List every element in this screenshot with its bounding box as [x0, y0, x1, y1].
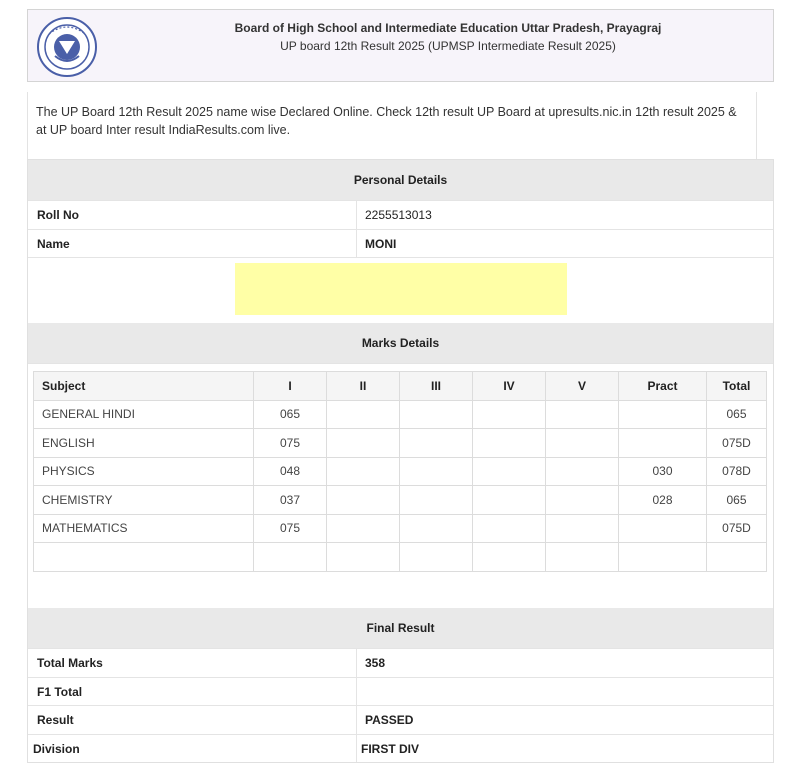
name-label: Name [37, 236, 70, 251]
table-row [34, 514, 767, 543]
pract-cell [619, 429, 707, 458]
board-title: Board of High School and Intermediate Education Uttar Pradesh, Prayagraj [234, 21, 662, 35]
redacted-photo-placeholder [235, 263, 567, 315]
personal-details-heading: Personal Details [28, 160, 773, 200]
col-iii: III [400, 372, 473, 401]
total-cell: 078D [707, 457, 767, 486]
pract-cell: 030 [619, 457, 707, 486]
col-pract: Pract [619, 372, 707, 401]
subject-cell: MATHEMATICS [34, 514, 254, 543]
table-row [34, 457, 767, 486]
mark-cell [546, 429, 619, 458]
mark-cell: 048 [254, 457, 327, 486]
total-marks-row [28, 648, 773, 677]
division-value: FIRST DIV [356, 735, 773, 763]
result-row [28, 705, 773, 734]
mark-cell [473, 429, 546, 458]
f1-total-row [28, 677, 773, 706]
marks-details-heading: Marks Details [28, 323, 773, 363]
mark-cell [473, 400, 546, 429]
f1-total-value [356, 678, 773, 706]
f1-total-label: F1 Total [37, 684, 83, 699]
col-iv: IV [473, 372, 546, 401]
mark-cell [546, 486, 619, 515]
mark-cell [327, 400, 400, 429]
total-cell: 065 [707, 486, 767, 515]
total-marks-value: 358 [356, 649, 773, 677]
marks-header-row [34, 372, 767, 401]
name-value: MONI [356, 230, 773, 258]
personal-details-panel [27, 159, 774, 763]
mark-cell [400, 400, 473, 429]
total-cell: 075D [707, 429, 767, 458]
mark-cell [546, 543, 619, 572]
pract-cell [619, 543, 707, 572]
mark-cell [327, 457, 400, 486]
page-header [27, 9, 774, 82]
mark-cell [327, 514, 400, 543]
mark-cell [546, 514, 619, 543]
total-cell: 065 [707, 400, 767, 429]
col-ii: II [327, 372, 400, 401]
subject-cell: PHYSICS [34, 457, 254, 486]
col-subject: Subject [34, 372, 254, 401]
subject-cell: GENERAL HINDI [34, 400, 254, 429]
mark-cell: 065 [254, 400, 327, 429]
mark-cell [546, 457, 619, 486]
mark-cell [473, 543, 546, 572]
table-row [34, 486, 767, 515]
mark-cell [400, 429, 473, 458]
col-v: V [546, 372, 619, 401]
mark-cell [400, 457, 473, 486]
mark-cell [327, 543, 400, 572]
pract-cell: 028 [619, 486, 707, 515]
subject-cell [34, 543, 254, 572]
total-cell: 075D [707, 514, 767, 543]
table-row [34, 400, 767, 429]
mark-cell [473, 514, 546, 543]
total-marks-label: Total Marks [37, 656, 103, 670]
name-row [28, 229, 773, 258]
mark-cell [254, 543, 327, 572]
mark-cell: 075 [254, 514, 327, 543]
pract-cell [619, 514, 707, 543]
table-row [34, 543, 767, 572]
division-row [28, 734, 773, 763]
mark-cell [327, 486, 400, 515]
subject-cell: ENGLISH [34, 429, 254, 458]
marks-table-wrap [28, 363, 773, 608]
division-label: Division [33, 741, 80, 756]
col-i: I [254, 372, 327, 401]
intro-text: The UP Board 12th Result 2025 name wise Declared Online. Check 12th result UP Board at upresults.nic.in 12th result 2025 & at UP board Inter result IndiaResults.com live. [27, 92, 757, 159]
mark-cell: 075 [254, 429, 327, 458]
marks-table [33, 371, 767, 572]
pract-cell [619, 400, 707, 429]
mark-cell [400, 514, 473, 543]
result-subtitle: UP board 12th Result 2025 (UPMSP Intermediate Result 2025) [280, 39, 616, 53]
roll-no-row [28, 200, 773, 229]
roll-no-value: 2255513013 [356, 201, 773, 229]
total-cell [707, 543, 767, 572]
result-value: PASSED [356, 706, 773, 734]
up-board-seal-icon [35, 16, 99, 78]
table-row [34, 429, 767, 458]
subject-cell: CHEMISTRY [34, 486, 254, 515]
result-label: Result [37, 713, 74, 727]
mark-cell [400, 486, 473, 515]
mark-cell [546, 400, 619, 429]
final-result-heading: Final Result [28, 608, 773, 648]
mark-cell [400, 543, 473, 572]
mark-cell [473, 457, 546, 486]
photo-row [28, 257, 773, 323]
mark-cell [473, 486, 546, 515]
roll-no-label: Roll No [37, 208, 79, 222]
col-total: Total [707, 372, 767, 401]
mark-cell: 037 [254, 486, 327, 515]
mark-cell [327, 429, 400, 458]
